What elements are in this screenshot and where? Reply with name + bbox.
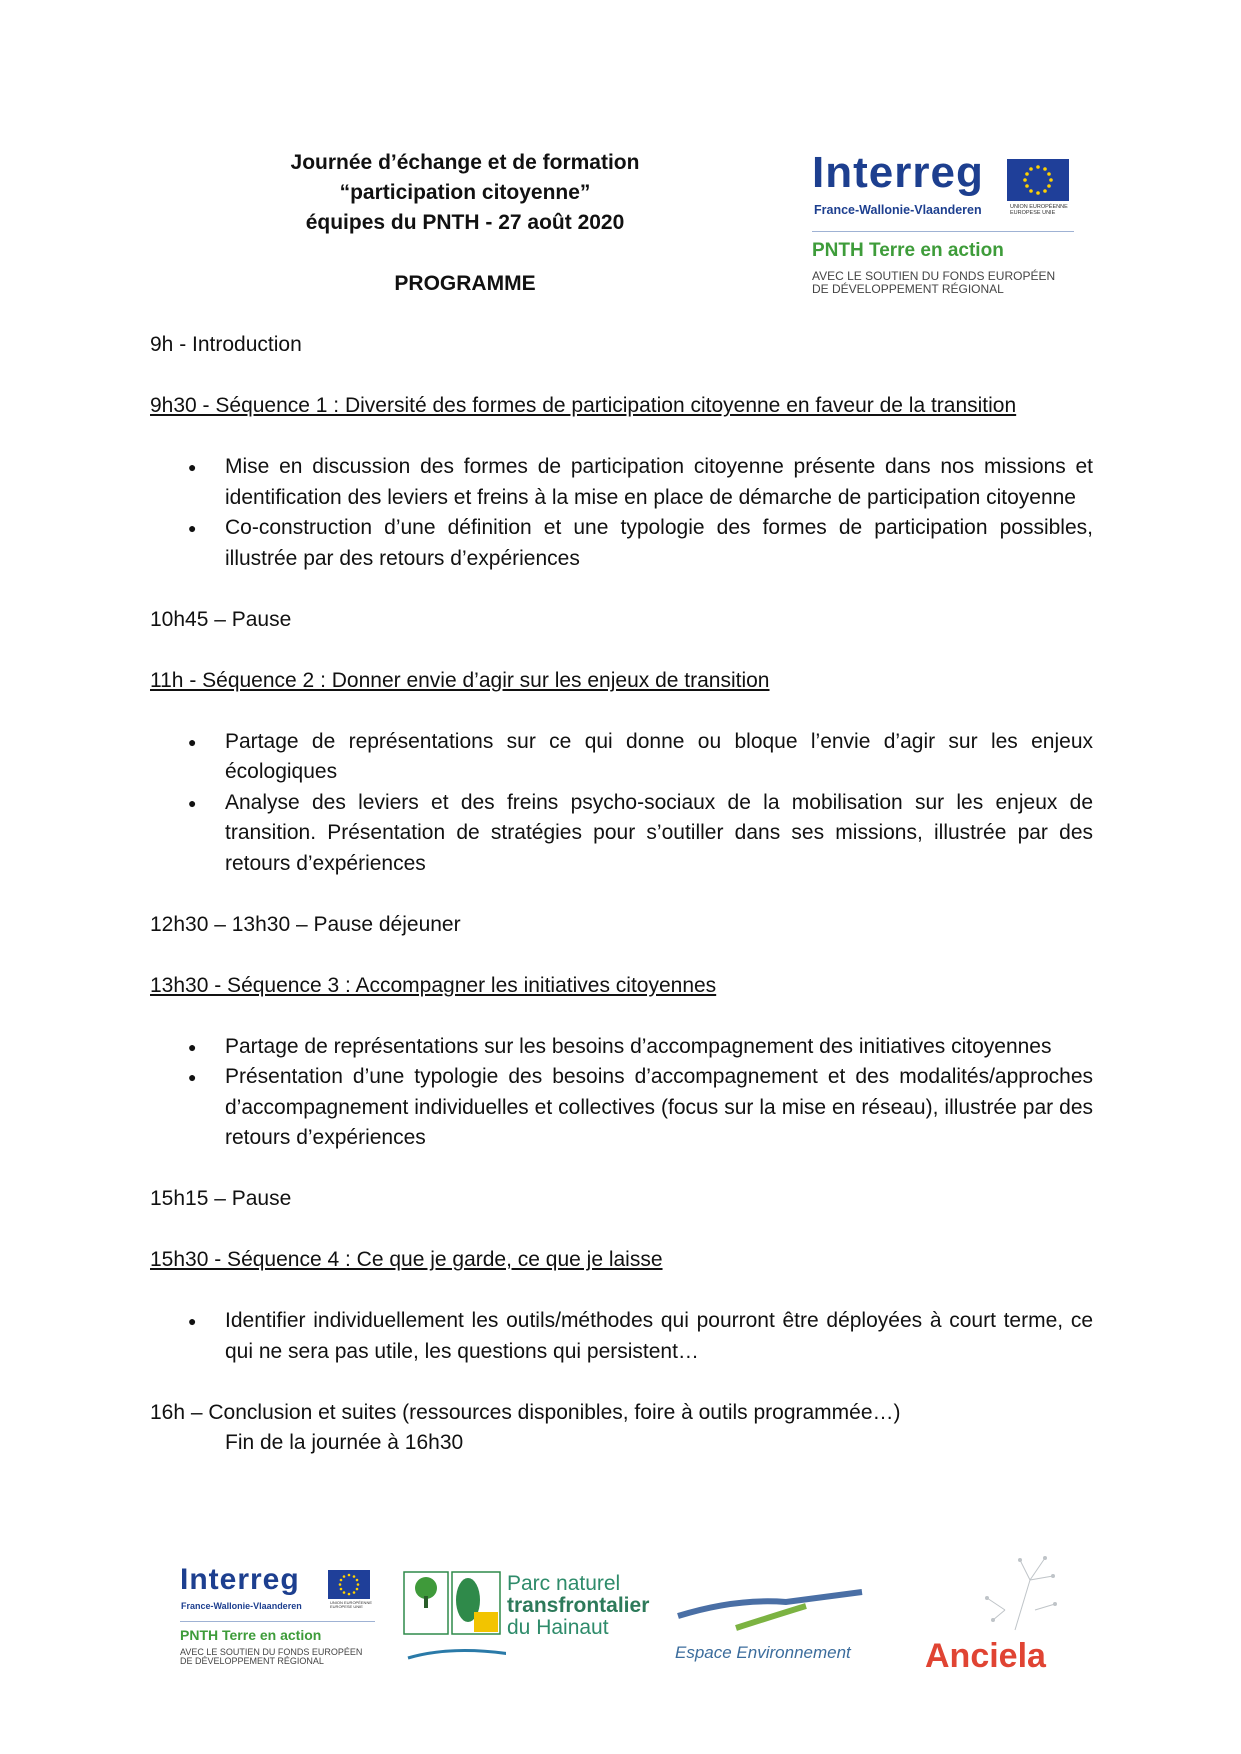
sequence-2-title: 11h - Séquence 2 : Donner envie d’agir sur les enjeux de transition bbox=[150, 668, 770, 692]
title-line-3: équipes du PNTH - 27 août 2020 bbox=[305, 211, 625, 234]
interreg-region: France-Wallonie-Vlaanderen bbox=[814, 203, 982, 217]
parc-naturel-name: Parc naturel transfrontalier du Hainaut bbox=[507, 1572, 650, 1639]
project-name: PNTH Terre en action bbox=[180, 1627, 322, 1643]
sequence-1-list bbox=[150, 452, 1093, 574]
interreg-region: France-Wallonie-Vlaanderen bbox=[181, 1601, 302, 1611]
lunch-break: 12h30 – 13h30 – Pause déjeuner bbox=[150, 912, 461, 936]
title-line-1: Journée d’échange et de formation bbox=[290, 151, 640, 174]
anciela-name: Anciela bbox=[925, 1637, 1046, 1675]
list-item: ● Co-construction d’une définition et une typologie des formes de participation possibles, illustrée par des retours d’expériences bbox=[150, 513, 1093, 574]
list-item: ● Partage de représentations sur ce qui donne ou bloque l’envie d’agir sur les enjeux écologiques bbox=[150, 727, 1093, 788]
list-item: ● Mise en discussion des formes de participation citoyenne présente dans nos missions et identification des leviers et freins à la mise en place de démarche de participation citoyenne bbox=[150, 452, 1093, 513]
list-item: ● Identifier individuellement les outils/méthodes qui pourront être déployées à court terme, ce qui ne sera pas utile, les questions qui persistent… bbox=[150, 1306, 1093, 1367]
eu-flag-icon bbox=[1007, 159, 1069, 201]
intro-line: 9h - Introduction bbox=[150, 333, 302, 356]
sequence-4-list bbox=[150, 1306, 1093, 1367]
interreg-wordmark: Interreg bbox=[812, 148, 984, 197]
eu-caption: UNION EUROPÉENNE EUROPESE UNIE bbox=[330, 1600, 373, 1610]
document-title bbox=[250, 148, 680, 238]
interreg-logo-footer bbox=[180, 1563, 380, 1676]
end-line: Fin de la journée à 16h30 bbox=[225, 1431, 464, 1454]
pause-1: 10h45 – Pause bbox=[150, 607, 292, 631]
interreg-logo-top bbox=[812, 148, 1082, 302]
list-item: ● Présentation d’une typologie des besoins d’accompagnement et des modalités/approches d’accompagnement individuelles et collectives (focus sur la mise en réseau), illustrée par des retours d’expériences bbox=[150, 1062, 1093, 1154]
pause-2: 15h15 – Pause bbox=[150, 1187, 292, 1210]
espace-environnement-swoosh-icon bbox=[676, 1588, 866, 1638]
eu-flag-icon bbox=[328, 1570, 370, 1599]
program-body bbox=[150, 330, 1093, 1459]
erdf-support: AVEC LE SOUTIEN DU FONDS EUROPÉEN DE DÉVELOPPEMENT RÉGIONAL bbox=[180, 1647, 363, 1667]
list-item: ● Partage de représentations sur les besoins d’accompagnement des initiatives citoyennes bbox=[150, 1032, 1093, 1063]
dandelion-icon bbox=[975, 1540, 1065, 1640]
parc-naturel-emblem-icon bbox=[402, 1570, 506, 1670]
interreg-wordmark: Interreg bbox=[180, 1563, 300, 1596]
eu-caption: UNION EUROPÉENNE EUROPESE UNIE bbox=[1010, 204, 1068, 217]
espace-environnement-name: Espace Environnement bbox=[675, 1643, 851, 1662]
title-line-2: “participation citoyenne” bbox=[339, 181, 591, 204]
logo-divider bbox=[180, 1621, 375, 1622]
sequence-3-title: 13h30 - Séquence 3 : Accompagner les initiatives citoyennes bbox=[150, 973, 717, 997]
programme-heading: PROGRAMME bbox=[394, 272, 536, 295]
conclusion-line: 16h – Conclusion et suites (ressources disponibles, foire à outils programmée…) bbox=[150, 1400, 901, 1424]
sequence-3-list bbox=[150, 1032, 1093, 1154]
list-item: ● Analyse des leviers et des freins psycho-sociaux de la mobilisation sur les enjeux de transition. Présentation de stratégies pour s’outiller dans ses missions, illustrée par des retours d’expériences bbox=[150, 788, 1093, 880]
sequence-2-list bbox=[150, 727, 1093, 880]
erdf-support: AVEC LE SOUTIEN DU FONDS EUROPÉEN DE DÉVELOPPEMENT RÉGIONAL bbox=[812, 269, 1056, 296]
sequence-4-title: 15h30 - Séquence 4 : Ce que je garde, ce que je laisse bbox=[150, 1248, 663, 1271]
project-name: PNTH Terre en action bbox=[812, 240, 1004, 261]
sequence-1-title: 9h30 - Séquence 1 : Diversité des formes de participation citoyenne en faveur de la transition bbox=[150, 394, 1017, 417]
logo-divider bbox=[812, 231, 1074, 232]
